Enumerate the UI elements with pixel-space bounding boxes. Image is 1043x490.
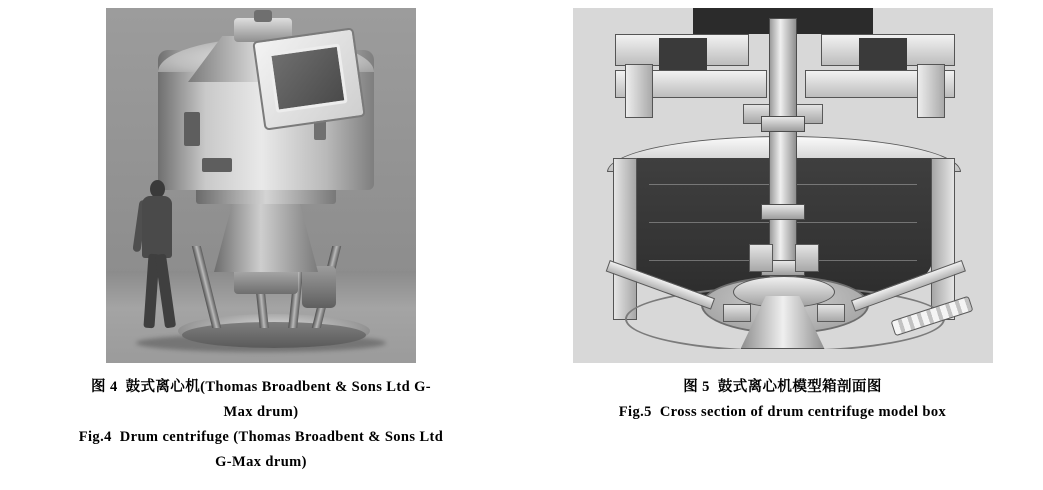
drum-access-panel [184, 112, 200, 146]
person-body [142, 196, 172, 258]
figure-4-caption-en-line1 [21, 425, 501, 450]
cad-column-left [625, 64, 653, 118]
figure-5-caption [553, 375, 1013, 425]
control-display-housing [252, 27, 366, 130]
figure-5-image [573, 8, 993, 363]
figure-4-caption-cn-line1 [21, 375, 501, 400]
figure-4-en-text: Drum centrifuge (Thomas Broadbent & Sons Ltd [119, 428, 444, 445]
figure-4-cn-text: 鼓式离心机(Thomas Broadbent & Sons Ltd G- [125, 379, 431, 395]
cad-base-bracket [817, 304, 845, 322]
cad-box-wall-left [613, 158, 637, 320]
figure-5-caption-en [553, 400, 1013, 425]
centrifuge-base-plate-lower [182, 322, 366, 348]
figure-4-image [106, 8, 416, 363]
cad-shaft-collar [761, 116, 805, 132]
drum-access-panel [202, 158, 232, 172]
figure-4-caption-cn-line2: Max drum) [223, 403, 299, 420]
cad-shaft-bracket [795, 244, 819, 272]
cad-shaft-bracket [749, 244, 773, 272]
centrifuge-motor [302, 266, 336, 308]
cad-column-right [917, 64, 945, 118]
control-display-screen [268, 43, 348, 112]
figure-4-caption-en-line2: G-Max drum) [215, 453, 307, 470]
figure-4-cn-label: 图 4 [91, 379, 118, 395]
cad-footer-strip [573, 349, 993, 363]
cad-base-bracket [723, 304, 751, 322]
centrifuge-drum-cap-knob [254, 10, 272, 22]
figure-5-cn-label: 图 5 [683, 379, 710, 395]
cad-box-wall-right [931, 158, 955, 320]
cad-shaft-collar [761, 204, 805, 220]
figure-5-block [522, 0, 1043, 425]
figure-5-en-text: Cross section of drum centrifuge model box [659, 403, 947, 420]
figure-4-caption [21, 375, 501, 475]
figure-5-caption-cn [553, 375, 1013, 400]
figure-4-block [0, 0, 522, 475]
figure-5-cn-text: 鼓式离心机模型箱剖面图 [717, 379, 882, 395]
figure-5-en-label: Fig.5 [618, 403, 652, 420]
figure-4-en-label: Fig.4 [78, 428, 112, 445]
